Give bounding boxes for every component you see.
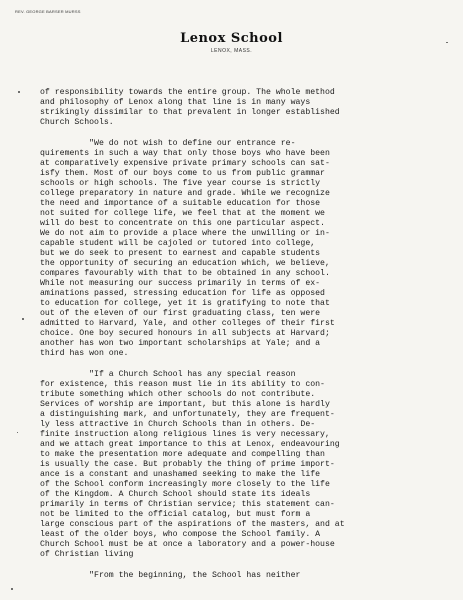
text-line: aminations passed, stressing education for life as opposed <box>40 289 325 298</box>
paragraph <box>40 571 445 581</box>
text-line: tribute something which other schools do not contribute. <box>40 390 316 399</box>
text-line: ly less attractive in Church Schools than in others. De- <box>40 420 316 429</box>
text-line: and we attach great importance to this at Lenox, endeavouring <box>40 440 340 449</box>
text-line: will do best to concentrate on this one particular aspect. <box>40 219 325 228</box>
text-line: of Christian living <box>40 550 134 559</box>
text-line: Church Schools. <box>40 118 114 127</box>
text-line: is usually the case. But probably the thing of prime import- <box>40 460 335 469</box>
text-line: to make the presentation more adequate and compelling than <box>40 450 325 459</box>
paragraph-gap <box>40 128 445 139</box>
paragraph <box>40 370 445 560</box>
text-line: capable student will be cajoled or tutored into college, <box>40 239 316 248</box>
scan-speck <box>18 91 20 93</box>
text-line: large conscious part of the aspirations of the masters, and at <box>40 520 345 529</box>
text-line: finite instruction along religious lines is very necessary, <box>40 430 330 439</box>
scan-speck <box>17 432 18 433</box>
text-line: the opportunity of securing an education which, we believe, <box>40 259 330 268</box>
text-line: compares favourably with that to be obtained in any school. <box>40 269 330 278</box>
scan-speck <box>22 318 24 320</box>
text-line: We do not aim to provide a place where the unwilling or in- <box>40 229 330 238</box>
text-line: "From the beginning, the School has neither <box>40 571 301 580</box>
text-line: "We do not wish to define our entrance re- <box>40 139 296 148</box>
text-line: and philosophy of Lenox along that line is in many ways <box>40 98 311 107</box>
paragraph <box>40 139 445 359</box>
text-line: for existence, this reason must lie in its ability to con- <box>40 380 325 389</box>
text-line: not suited for college life, we feel that at the moment we <box>40 209 325 218</box>
paragraph-gap <box>40 560 445 571</box>
text-line: schools or high schools. The five year course is strictly <box>40 179 321 188</box>
paragraph-gap <box>40 359 445 370</box>
text-line: but we do seek to present to earnest and capable students <box>40 249 321 258</box>
text-line: "If a Church School has any special reason <box>40 370 296 379</box>
text-line: another has won two important scholarships at Yale; and a <box>40 339 321 348</box>
text-line: of the School conform increasingly more closely to the life <box>40 480 330 489</box>
text-line: admitted to Harvard, Yale, and other colleges of their first <box>40 319 335 328</box>
text-line: at comparatively expensive private primary schools can sat- <box>40 159 330 168</box>
text-line: ance is a constant and unashamed seeking to make the life <box>40 470 321 479</box>
school-name: Lenox School <box>180 31 283 46</box>
scan-speck <box>11 588 13 590</box>
text-line: Church School must be at once a laboratory and a power-house <box>40 540 335 549</box>
text-line: of the Kingdom. A Church School should state its ideals <box>40 490 311 499</box>
text-line: Services of worship are important, but this alone is hardly <box>40 400 330 409</box>
text-line: isfy them. Most of our boys come to us from public grammar <box>40 169 325 178</box>
letter-body <box>40 88 445 581</box>
text-line: primarily in terms of Christian service; this statement can- <box>40 500 335 509</box>
text-line: third has won one. <box>40 349 129 358</box>
text-line: out of the eleven of our first graduating class, ten were <box>40 309 321 318</box>
text-line: of responsibility towards the entire group. The whole method <box>40 88 335 97</box>
header-name-line: REV. GEORGE BARSER MURSS <box>15 9 81 14</box>
scan-speck <box>446 42 448 43</box>
text-line: least of the older boys, who compose the School family. A <box>40 530 321 539</box>
text-line: choice. One boy secured honours in all subjects at Harvard; <box>40 329 330 338</box>
text-line: college preparatory in nature and grade. While we recognize <box>40 189 330 198</box>
text-line: While not measuring our success primarily in terms of ex- <box>40 279 321 288</box>
text-line: the need and importance of a suitable education for those <box>40 199 321 208</box>
letterhead <box>0 29 463 54</box>
text-line: not be limited to the official catalog, but must form a <box>40 510 311 519</box>
text-line: quirements in such a way that only those boys who have been <box>40 149 330 158</box>
school-location: LENOX, MASS. <box>210 48 253 54</box>
text-line: strikingly dissimilar to that prevalent in longer established <box>40 108 340 117</box>
text-line: a distinguishing mark, and unfortunately, they are frequent- <box>40 410 335 419</box>
paragraph <box>40 88 445 128</box>
text-line: to education for college, yet it is gratifying to note that <box>40 299 330 308</box>
